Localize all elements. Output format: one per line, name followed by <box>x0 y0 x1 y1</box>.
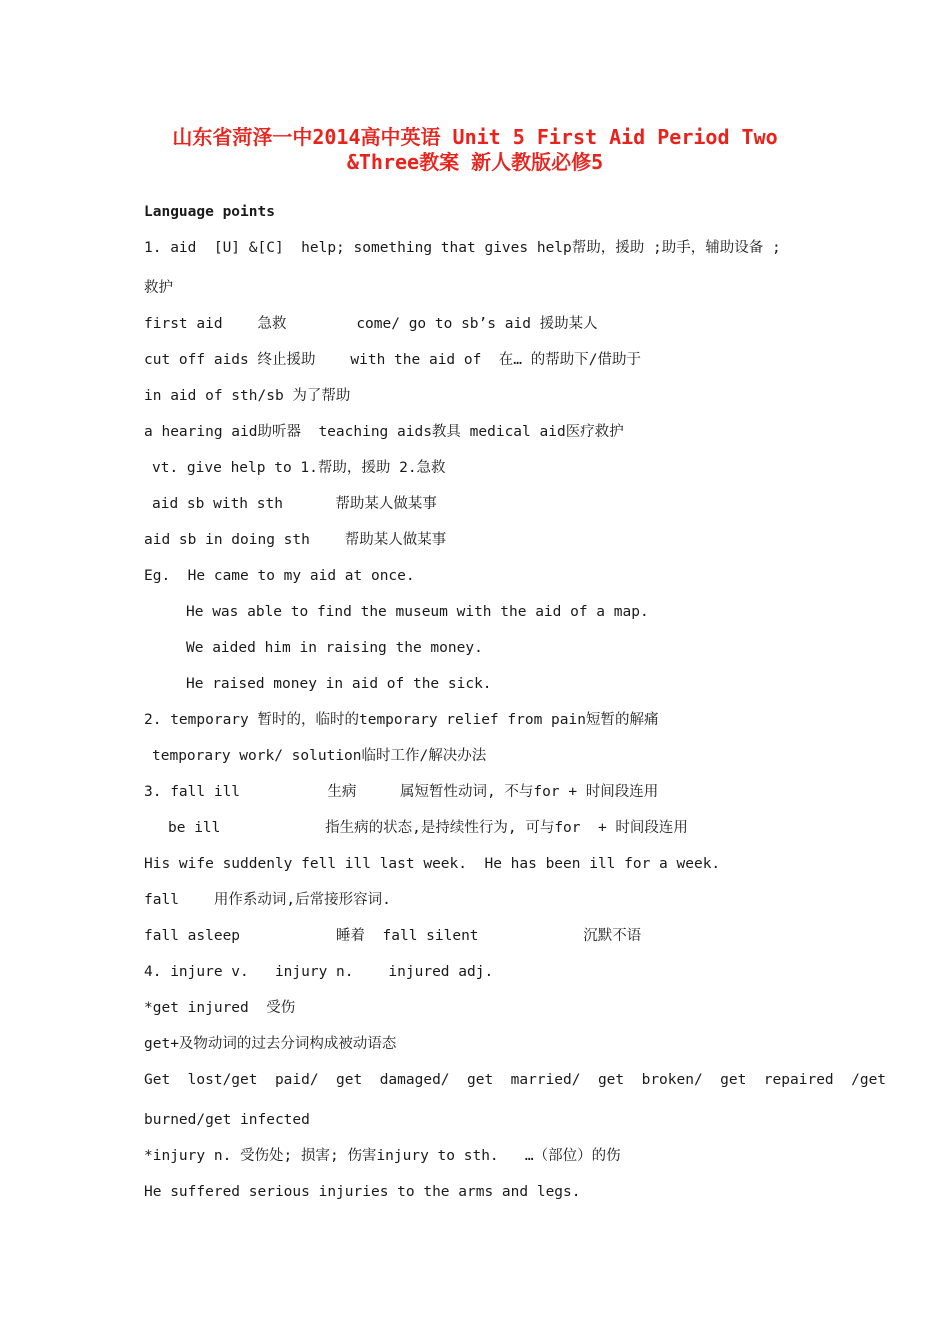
text-line: 救护 <box>144 280 173 296</box>
text-line: 3. fall ill 生病 属短暂性动词, 不与for + 时间段连用 <box>144 784 659 800</box>
text-line: Get lost/get paid/ get damaged/ get married/ get broken/ get repaired /get <box>144 1072 887 1088</box>
document-title-line-1: 山东省菏泽一中2014高中英语 Unit 5 First Aid Period Two <box>172 125 778 149</box>
text-line: temporary work/ solution临时工作/解决办法 <box>152 748 487 764</box>
example-line: We aided him in raising the money. <box>186 640 483 656</box>
example-line: His wife suddenly fell ill last week. He has been ill for a week. <box>144 856 721 872</box>
text-line: fall asleep 睡着 fall silent 沉默不语 <box>144 928 642 944</box>
text-line: fall 用作系动词,后常接形容词. <box>144 892 391 908</box>
document-title-line-2: &Three教案 新人教版必修5 <box>346 150 604 174</box>
example-line: Eg. He came to my aid at once. <box>144 568 415 584</box>
text-line: in aid of sth/sb 为了帮助 <box>144 388 351 404</box>
example-line: He raised money in aid of the sick. <box>186 676 492 692</box>
text-line: burned/get infected <box>144 1112 310 1128</box>
section-heading-language-points: Language points <box>144 204 275 220</box>
text-line: cut off aids 终止援助 with the aid of 在… 的帮助下/借助于 <box>144 352 641 368</box>
text-line: a hearing aid助听器 teaching aids教具 medical aid医疗救护 <box>144 424 624 440</box>
text-line: be ill 指生病的状态,是持续性行为, 可与for + 时间段连用 <box>168 820 688 836</box>
text-line: first aid 急救 come/ go to sb’s aid 援助某人 <box>144 316 598 332</box>
text-line: aid sb with sth 帮助某人做某事 <box>152 496 437 512</box>
text-line: *get injured 受伤 <box>144 1000 296 1016</box>
text-line: *injury n. 受伤处; 损害; 伤害injury to sth. …（部位）的伤 <box>144 1148 621 1164</box>
example-line: He suffered serious injuries to the arms and legs. <box>144 1184 581 1200</box>
text-line: aid sb in doing sth 帮助某人做某事 <box>144 532 447 548</box>
text-line: get+及物动词的过去分词构成被动语态 <box>144 1036 397 1052</box>
text-line: 4. injure v. injury n. injured adj. <box>144 964 494 980</box>
text-line: vt. give help to 1.帮助，援助 2.急救 <box>152 460 446 476</box>
example-line: He was able to find the museum with the aid of a map. <box>186 604 649 620</box>
text-line: 1. aid [U] &[C] help; something that gives help帮助，援助 ;助手，辅助设备 ; <box>144 240 781 256</box>
text-line: 2. temporary 暂时的，临时的temporary relief from pain短暂的解痛 <box>144 712 659 728</box>
